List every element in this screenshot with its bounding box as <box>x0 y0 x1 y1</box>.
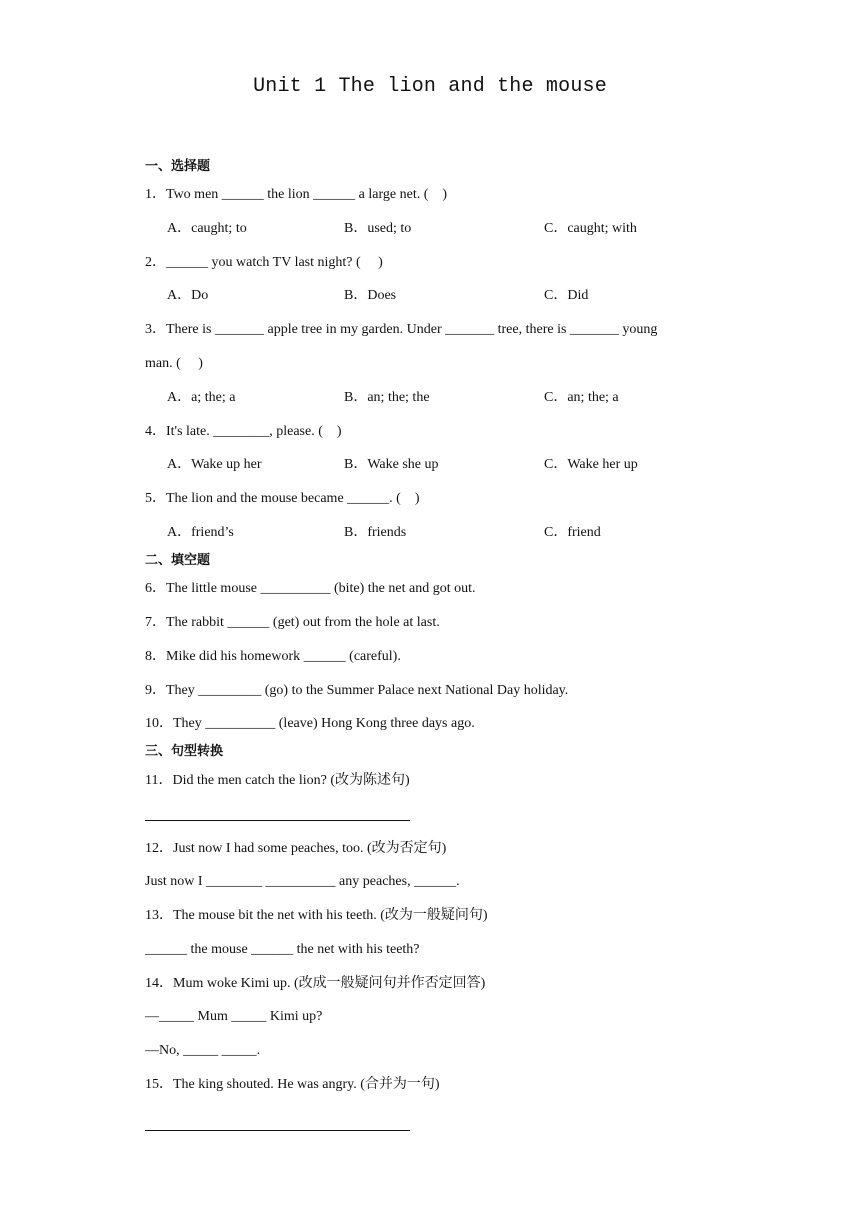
q1-option-c: C．caught; with <box>544 221 637 236</box>
section-heading-transform: 三、句型转换 <box>145 744 224 759</box>
question-14: 14．Mum woke Kimi up. (改成一般疑问句并作否定回答) <box>145 976 486 991</box>
q2-option-b: B．Does <box>344 288 397 303</box>
q4-option-a: A．Wake up her <box>167 457 262 472</box>
question-11: 11．Did the men catch the lion? (改为陈述句) <box>145 773 410 788</box>
q3-option-a: A．a; the; a <box>167 390 236 405</box>
question-7: 7．The rabbit ______ (get) out from the hole at last. <box>145 615 440 630</box>
q5-option-a: A．friend’s <box>167 525 234 540</box>
section-heading-choice: 一、选择题 <box>145 159 211 174</box>
question-13: 13．The mouse bit the net with his teeth. (改为一般疑问句) <box>145 908 488 923</box>
question-6: 6．The little mouse __________ (bite) the net and got out. <box>145 581 476 596</box>
question-14-answer-2: —No, _____ _____. <box>145 1043 261 1058</box>
question-15: 15．The king shouted. He was angry. (合并为一句) <box>145 1077 440 1092</box>
question-3-continued: man. ( ) <box>145 356 203 371</box>
q2-option-a: A．Do <box>167 288 209 303</box>
answer-line-15 <box>145 1130 410 1131</box>
question-10: 10．They __________ (leave) Hong Kong three days ago. <box>145 716 475 731</box>
q1-option-a: A．caught; to <box>167 221 247 236</box>
section-heading-fill: 二、填空题 <box>145 553 211 568</box>
q5-option-c: C．friend <box>544 525 601 540</box>
question-1: 1．Two men ______ the lion ______ a large net. ( ) <box>145 187 448 202</box>
question-8: 8．Mike did his homework ______ (careful). <box>145 649 401 664</box>
question-5: 5．The lion and the mouse became ______. ( ) <box>145 491 420 506</box>
question-12: 12．Just now I had some peaches, too. (改为否定句) <box>145 841 447 856</box>
answer-line-11 <box>145 820 410 821</box>
q5-option-b: B．friends <box>344 525 407 540</box>
page-title: Unit 1 The lion and the mouse <box>253 75 607 98</box>
q3-option-c: C．an; the; a <box>544 390 619 405</box>
question-14-answer-1: —_____ Mum _____ Kimi up? <box>145 1009 323 1024</box>
question-13-answer: ______ the mouse ______ the net with his teeth? <box>145 942 420 957</box>
question-2: 2．______ you watch TV last night? ( ) <box>145 255 383 270</box>
question-3: 3．There is _______ apple tree in my garden. Under _______ tree, there is _______ young <box>145 322 658 337</box>
question-9: 9．They _________ (go) to the Summer Palace next National Day holiday. <box>145 683 569 698</box>
question-12-answer: Just now I ________ __________ any peaches, ______. <box>145 874 460 889</box>
q2-option-c: C．Did <box>544 288 589 303</box>
q3-option-b: B．an; the; the <box>344 390 430 405</box>
q4-option-c: C．Wake her up <box>544 457 638 472</box>
question-4: 4．It's late. ________, please. ( ) <box>145 424 342 439</box>
q4-option-b: B．Wake she up <box>344 457 439 472</box>
q1-option-b: B．used; to <box>344 221 412 236</box>
